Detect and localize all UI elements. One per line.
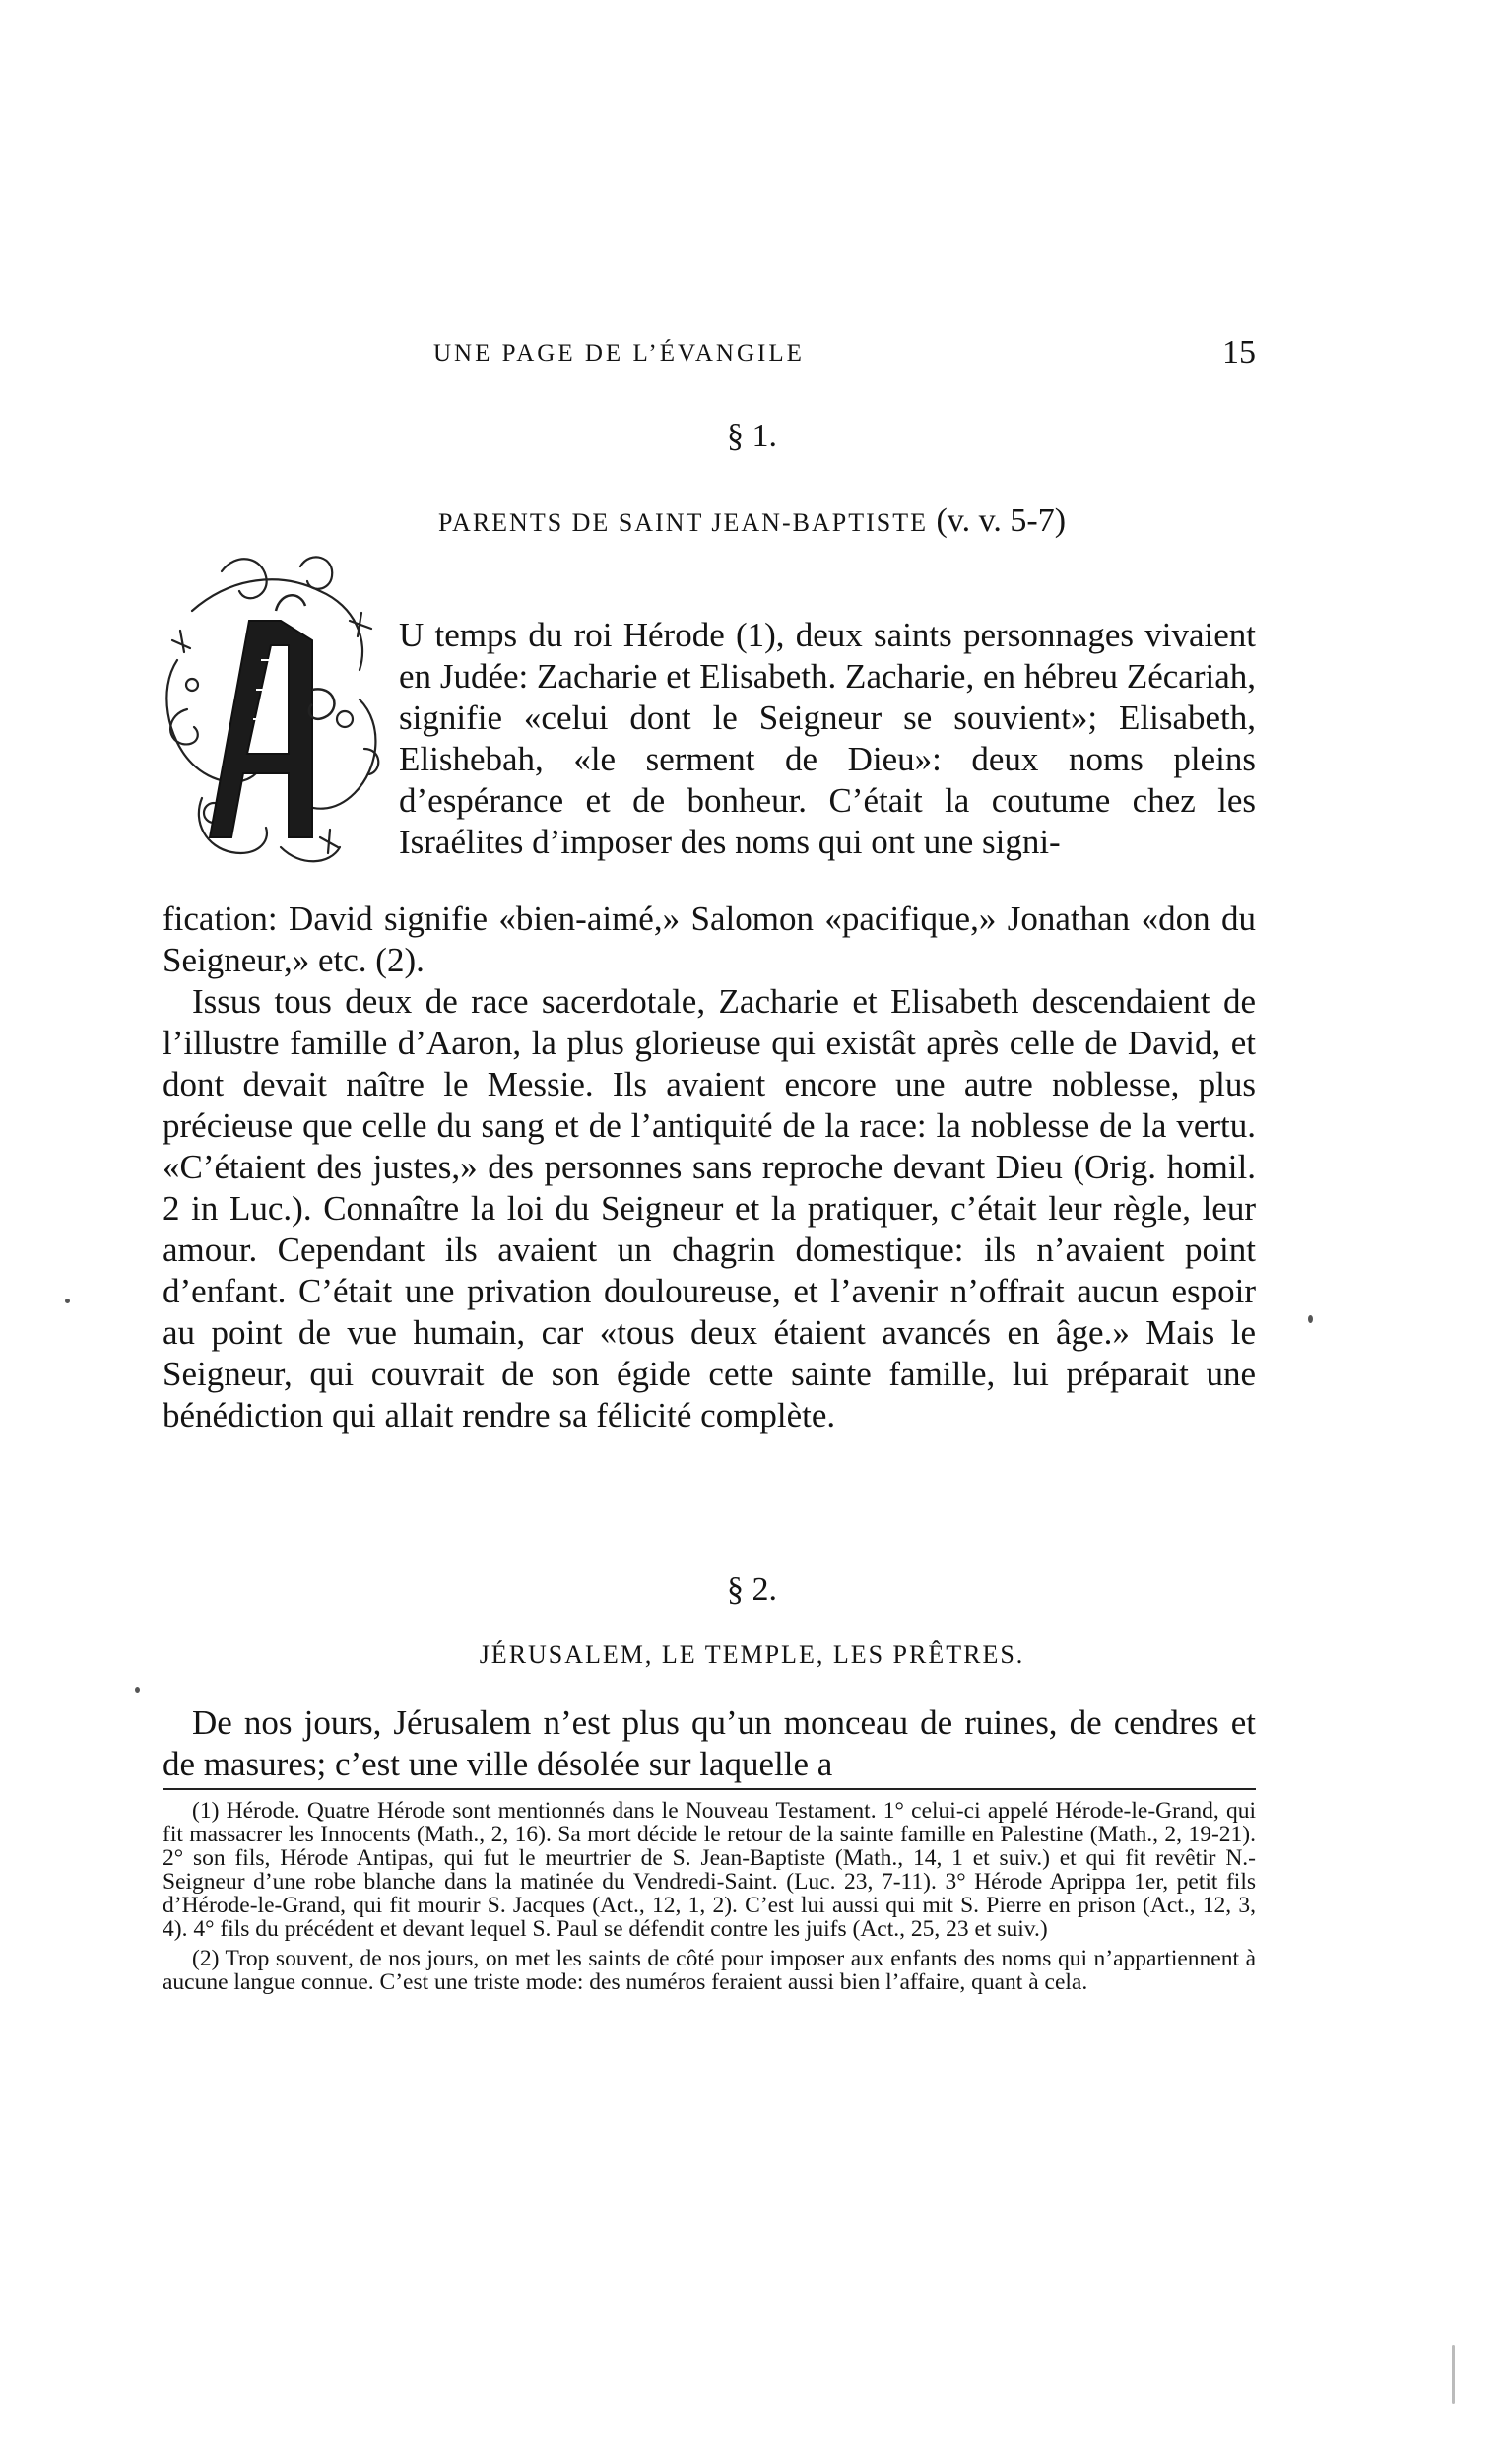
section-1-heading-caps: PARENTS DE SAINT JEAN-BAPTISTE [437,508,928,537]
section-1-heading [0,502,1504,540]
page-number: 15 [1222,334,1256,370]
section-2-mark: § 2. [727,1571,777,1608]
ornamental-drop-cap [163,552,384,877]
ink-speck [65,1299,70,1303]
footnote-rule [163,1788,1256,1790]
page-edge-mark [1452,2345,1455,2404]
paragraph-2: Issus tous deux de race sacerdotale, Zacharie et Elisabeth descendaient de l’illustre famille d’Aaron, la plus glorieuse qui existât après celle de David, et dont devait naître le Messie. Ils avaient encore une autre noblesse, plus précieuse que celle du sang et de l’antiquité de la race: la noblesse de la vertu. «C’étaient des justes,» des personnes sans reproche devant Dieu (Orig. homil. 2 in Luc.). Connaître la loi du Seigneur et la pratiquer, c’était leur règle, leur amour. Cependant ils avaient un chagrin domestique: ils n’avaient point d’enfant. C’était une privation douloureuse, et l’avenir n’offrait aucun espoir au point de vue humain, car «tous deux étaient avancés en âge.» Mais le Seigneur, qui couvrait de son égide cette sainte famille, lui préparait une bénédiction qui allait rendre sa félicité complète. [163,982,1256,1434]
running-head [163,334,1256,379]
footnote-1: (1) Hérode. Quatre Hérode sont mentionnés dans le Nouveau Testament. 1° celui-ci appelé Hérode-le-Grand, qui fit massacrer les Innocents (Math., 2, 16). Sa mort décide le retour de la sainte famille en Palestine (Math., 2, 19-21). 2° son fils, Hérode Antipas, qui fut le meurtrier de S. Jean-Baptiste (Math., 14, 1 et suiv.) et qui fit revêtir N.-Seigneur d’une robe blanche dans la matinée du Vendredi-Saint. (Luc. 23, 7-11). 3° Hérode Aprippa 1er, petit fils d’Hérode-le-Grand, qui fit mourir S. Jacques (Act., 12, 1, 2). C’est lui aussi qui mit S. Pierre en prison (Act., 12, 3, 4). 4° fils du précédent et devant lequel S. Paul se défendit contre les juifs (Act., 25, 23 et suiv.) [163,1798,1256,1942]
section-1-heading-ref: (v. v. 5-7) [936,502,1067,539]
drop-cap-lines: U temps du roi Hérode (1), deux saints personnages vivaient en Judée: Zacharie et Elisabeth. Zacharie, en hébreu Zécariah, signifie «celui dont le Seigneur se souvient»; Elisabeth, Elishebah, «le serment de Dieu»: deux noms pleins d’espérance et de bonheur. C’était la coutume chez les Israélites d’imposer des noms qui ont une signi- [399,616,1256,861]
ink-speck [135,1687,140,1693]
section-1-mark: § 1. [727,418,777,454]
drop-cap-paragraph [163,552,1256,899]
section-2-heading: JÉRUSALEM, LE TEMPLE, LES PRÊTRES. [479,1640,1025,1669]
running-title: UNE PAGE DE L’ÉVANGILE [433,340,805,366]
ink-speck [1308,1315,1313,1323]
paragraph-1-continuation: fication: David signifie «bien-aimé,» Salomon «pacifique,» Jonathan «don du Seigneur,» etc. (2). [163,899,1256,979]
footnote-2: (2) Trop souvent, de nos jours, on met les saints de côté pour imposer aux enfants des noms qui n’appartiennent à aucune langue connue. C’est une triste mode: des numéros feraient aussi bien l’affaire, quant à cela. [163,1946,1256,1995]
footnotes [163,1799,1256,2000]
section-2-paragraph: De nos jours, Jérusalem n’est plus qu’un monceau de ruines, de cendres et de masures; c’est une ville désolée sur laquelle a [163,1703,1256,1783]
